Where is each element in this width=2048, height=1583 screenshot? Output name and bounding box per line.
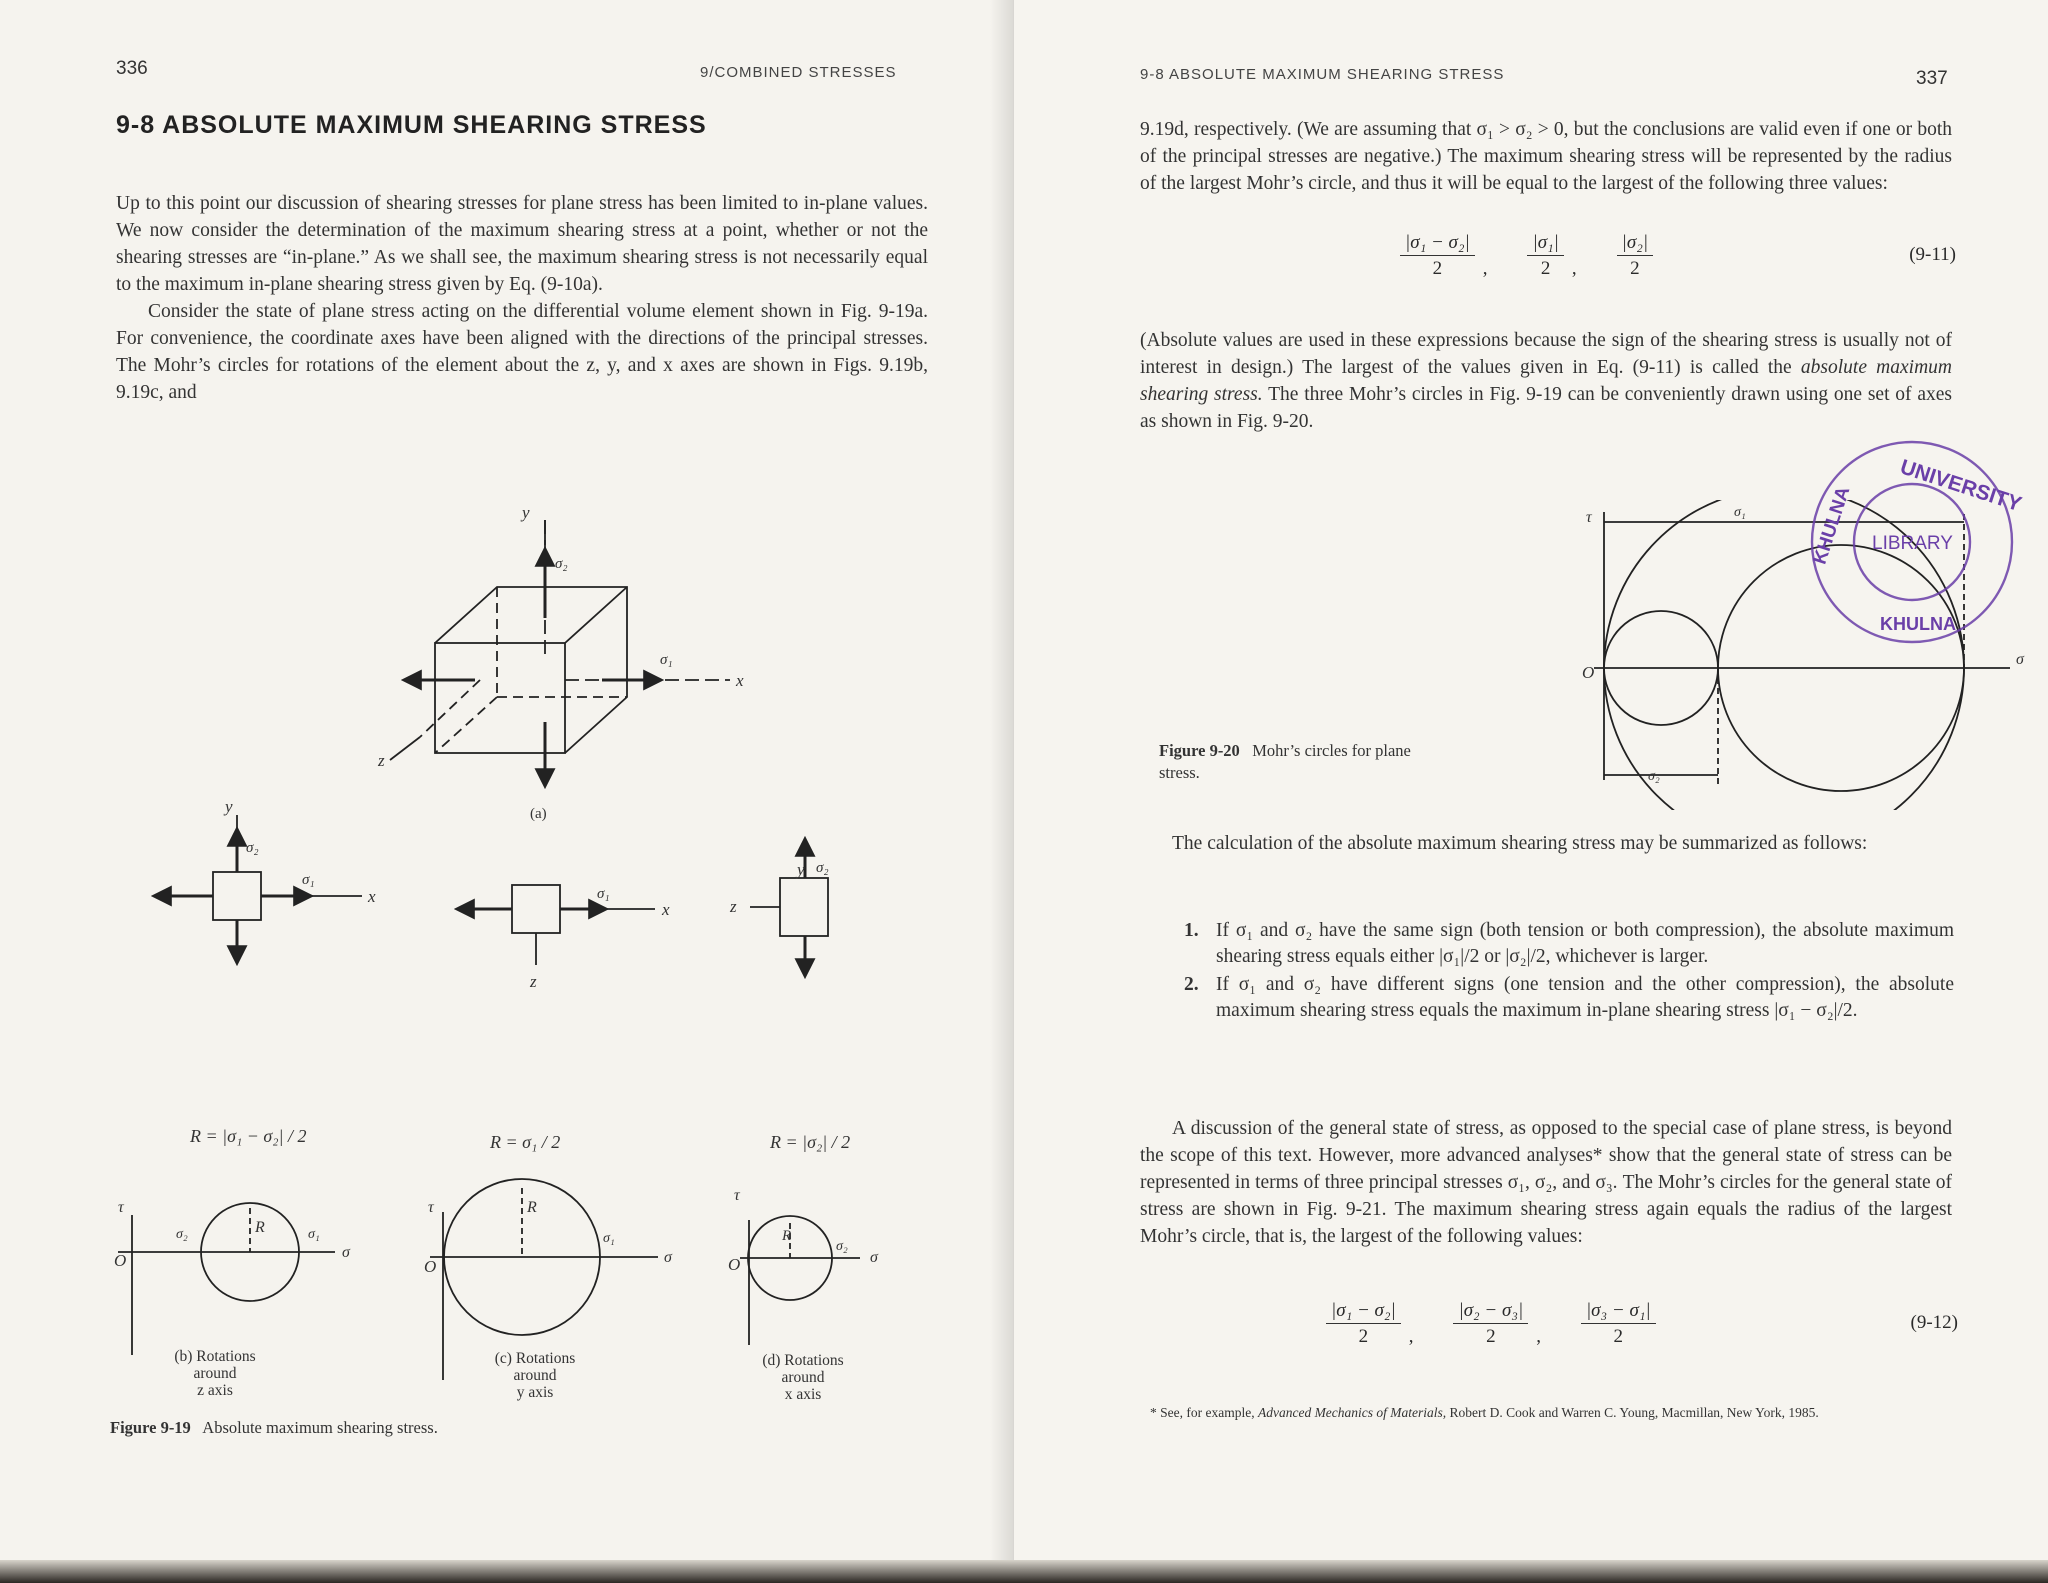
axis-label-z: z — [378, 751, 385, 770]
list-item: 2. If σ₁ and σ₂ have different signs (one tension and the other compression), the absolute maximum shearing stress equals the maximum in-plane shearing stress |σ₁ − σ₂|/2. — [1184, 974, 1954, 1021]
equation-9-12: $\frac{\text{|σ₁ − σ₂|}}{2}$ , $\frac{\text{|σ₂ − σ₃|}}{2}$ , $\frac{\text{|σ₃ − σ₁|}}{2}$ (9-12) — [1322, 1300, 1958, 1348]
tau-label: τ — [1586, 509, 1592, 526]
equation-9-11: $\frac{\text{|σ₁ − σ₂|}}{2}$ , $\frac{\text{|σ₁|}}{2}$ , $\frac{\text{|σ₂|}}{2}$ (9-11) — [1396, 232, 1956, 280]
paragraph: (Absolute values are used in these expressions because the sign of the shearing stress is usually not of interest in design.) The largest of the values given in Eq. (9-11) is called the absolute maximum shearing stress. The three Mohr’s circles in Fig. 9-19 can be conveniently drawn using one set of axes as shown in Fig. 9-20. — [1140, 330, 1952, 432]
page-number: 336 — [116, 58, 148, 79]
stamp-text: KHULNA — [1809, 484, 1855, 567]
tau-label: τ — [118, 1199, 124, 1216]
figure-caption-text: Absolute maximum shearing stress. — [202, 1418, 438, 1437]
element-c — [458, 885, 655, 965]
footnote: * See, for example, Advanced Mechanics of Materials, Robert D. Cook and Warren C. Young, Macmillan, New York, 1985. — [1150, 1405, 1819, 1420]
axis-label-z: z — [730, 897, 737, 916]
running-head: 9-8 ABSOLUTE MAXIMUM SHEARING STRESS — [1140, 66, 1505, 83]
equation-number: (9-12) — [1910, 1312, 1958, 1333]
sigma1-label: σ₁ — [603, 1231, 615, 1246]
sigma2-label: σ₂ — [176, 1227, 188, 1242]
mohr-circle-d — [740, 1216, 860, 1345]
axis-label-y: y — [522, 503, 530, 522]
sigma-axis-label: σ — [342, 1244, 350, 1261]
mohr-circle-b — [118, 1203, 335, 1355]
axis-label-y: y — [225, 797, 233, 816]
sigma2-label: σ₂ — [816, 860, 829, 876]
body-text — [116, 190, 928, 406]
paragraph: The calculation of the absolute maximum shearing stress may be summarized as follows: — [1172, 833, 1868, 854]
radius-label: R — [527, 1199, 537, 1216]
list-item: 1. If σ₁ and σ₂ have the same sign (both tension or both compression), the absolute maximum shearing stress equals either |σ₁|/2 or |σ₂|/2, whichever is larger. — [1184, 920, 1954, 967]
sub-a-caption: (a) — [530, 806, 547, 822]
stamp-text: LIBRARY — [1872, 533, 1953, 554]
axis-label-x: x — [662, 900, 670, 919]
sigma1-label: σ₁ — [308, 1227, 320, 1242]
origin-label: O — [728, 1255, 741, 1274]
sigma1-label: σ₁ — [1734, 505, 1746, 520]
figure-9-19 — [0, 500, 1000, 1460]
sigma2-label: σ₂ — [836, 1239, 848, 1254]
library-stamp — [1794, 418, 2044, 658]
figure-caption — [110, 1418, 438, 1438]
figure-label: Figure 9-20 — [1159, 741, 1240, 760]
sigma1-label: σ₁ — [302, 872, 315, 888]
left-page — [0, 0, 1014, 1583]
paragraph: Up to this point our discussion of shearing stresses for plane stress has been limited to in-plane values. We now consider the determination of the maximum shearing stress at a point, whether or not the shearing stresses are “in-plane.” As we shall see, the maximum shearing stress is not necessarily equal to the maximum in-plane shearing stress given by Eq. (9-10a). — [116, 193, 928, 295]
radius-formula-b: R = |σ₁ − σ₂| / 2 — [190, 1126, 307, 1146]
axis-label-x: x — [368, 887, 376, 906]
page-number: 337 — [1916, 68, 1948, 89]
radius-formula-d: R = |σ₂| / 2 — [770, 1132, 851, 1152]
section-title: 9-8 ABSOLUTE MAXIMUM SHEARING STRESS — [116, 111, 707, 139]
element-b — [155, 815, 362, 962]
sigma2-label: σ₂ — [555, 556, 568, 572]
equation-number: (9-11) — [1909, 244, 1956, 265]
running-head: 9/COMBINED STRESSES — [700, 64, 897, 81]
radius-label: R — [782, 1228, 792, 1244]
axis-label-y: y — [797, 860, 805, 879]
origin-label: O — [114, 1251, 127, 1270]
eq-term: $\frac{\text{|σ₂|}}{2}$ — [1617, 232, 1653, 280]
stamp-text: UNIVERSITY — [1897, 455, 2025, 517]
figure-caption-text: Mohr’s circles for plane stress. — [1159, 741, 1411, 782]
sigma-axis-label: σ — [664, 1249, 672, 1266]
sigma1-label: σ₁ — [660, 652, 673, 668]
eq-term: $\frac{\text{|σ₁ − σ₂|}}{2}$ — [1400, 232, 1475, 280]
paragraph: A discussion of the general state of stress, as opposed to the special case of plane stress, is beyond the scope of this text. However, more advanced analyses* show that the general state of stress can be represented in terms of three principal stresses σ₁, σ₂, and σ₃. The Mohr’s circles for the general state of stress are shown in Fig. 9-21. The maximum shearing stress again equals the radius of the largest Mohr’s circle, that is, the largest of the following values: — [1140, 1118, 1952, 1247]
origin-label: O — [1582, 663, 1595, 682]
axis-label-z: z — [530, 972, 537, 991]
tau-label: τ — [428, 1199, 434, 1216]
paragraph: Consider the state of plane stress acting on the differential volume element shown in Fig. 9-19a. For convenience, the coordinate axes have been aligned with the directions of the principal stresses. The Mohr’s circles for rotations of the element about the z, y, and x axes are shown in Figs. 9.19b, 9.19c, and — [116, 301, 928, 403]
sub-d-caption: (d) Rotations around x axis — [762, 1352, 844, 1403]
axis-label-x: x — [736, 671, 744, 690]
sigma-axis-label: σ — [870, 1249, 878, 1266]
sigma1-label: σ₁ — [597, 886, 610, 902]
radius-formula-c: R = σ₁ / 2 — [490, 1132, 561, 1152]
stamp-text: KHULNA — [1880, 614, 1956, 634]
sigma-axis-label: σ — [2016, 651, 2024, 668]
sub-c-caption: (c) Rotations around y axis — [494, 1350, 576, 1401]
origin-label: O — [424, 1257, 437, 1276]
summary-list — [1184, 918, 1954, 1026]
page-edge-shadow — [0, 1560, 2048, 1583]
tau-label: τ — [734, 1187, 740, 1204]
eq-term: $\frac{\text{|σ₃ − σ₁|}}{2}$ — [1581, 1300, 1656, 1348]
radius-label: R — [255, 1219, 265, 1236]
paragraph: 9.19d, respectively. (We are assuming that σ₁ > σ₂ > 0, but the conclusions are valid even if one or both of the principal stresses are negative.) The maximum shearing stress will be represented by the radius of the largest Mohr’s circle, and thus it will be equal to the largest of the following three values: — [1140, 119, 1952, 194]
sub-b-caption: (b) Rotations around z axis — [174, 1348, 256, 1399]
eq-term: $\frac{\text{|σ₂ − σ₃|}}{2}$ — [1453, 1300, 1528, 1348]
figure-label: Figure 9-19 — [110, 1418, 191, 1437]
sigma2-label: σ₂ — [246, 840, 259, 856]
sigma2-label: σ₂ — [1648, 769, 1660, 784]
figure-caption — [1159, 740, 1419, 784]
eq-term: $\frac{\text{|σ₁ − σ₂|}}{2}$ — [1326, 1300, 1401, 1348]
eq-term: $\frac{\text{|σ₁|}}{2}$ — [1527, 232, 1563, 280]
right-page — [1014, 0, 2048, 1583]
